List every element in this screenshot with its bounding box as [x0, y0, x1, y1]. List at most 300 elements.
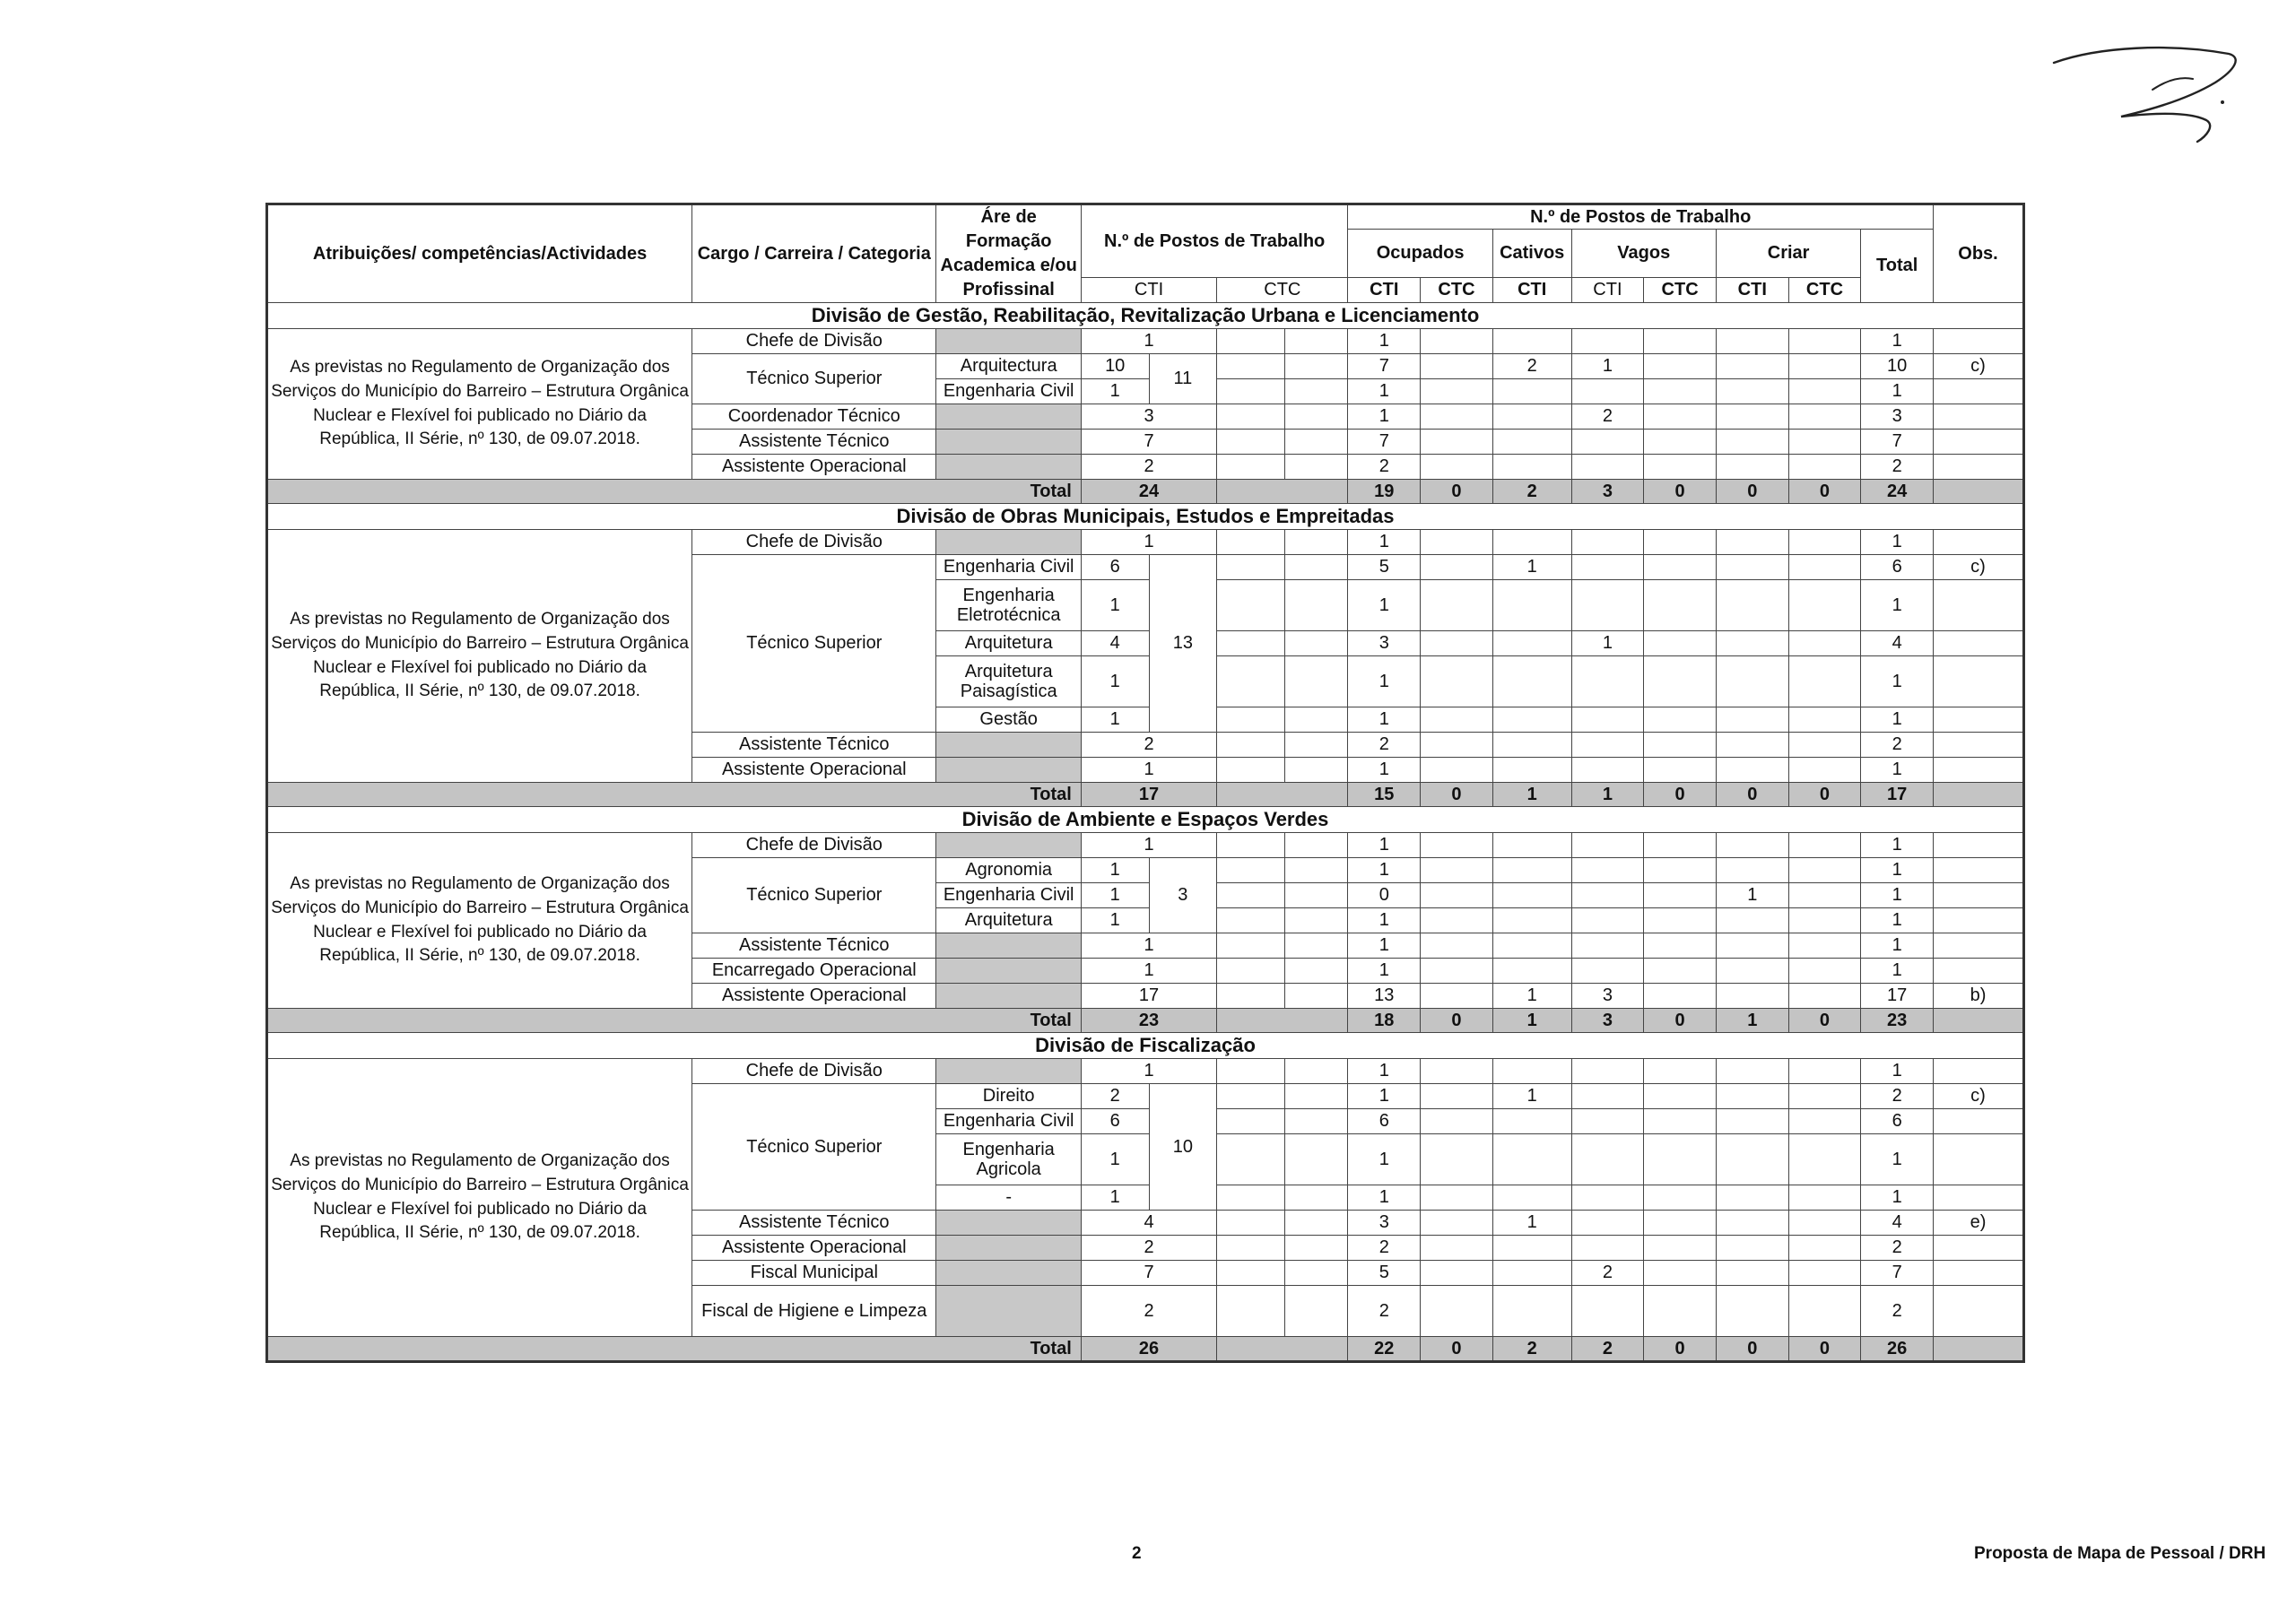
total-vag-ctc: 0	[1644, 1337, 1717, 1362]
cargo-cell: Assistente Operacional	[692, 984, 936, 1009]
np-ctc-cell	[1284, 530, 1348, 555]
np-cti-cell: 1	[1081, 329, 1216, 354]
total-cell: 1	[1861, 530, 1934, 555]
total-vag-cti: 3	[1571, 480, 1644, 504]
cativos-cti-cell	[1492, 883, 1571, 908]
ocupados-ctc-cell	[1421, 455, 1493, 480]
criar-cti-cell	[1716, 631, 1788, 656]
vagos-ctc-cell	[1644, 833, 1717, 858]
vagos-ctc-cell	[1644, 733, 1717, 758]
header-vag-cti: CTI	[1571, 278, 1644, 303]
cargo-cell: Assistente Operacional	[692, 758, 936, 783]
criar-cti-cell	[1716, 1109, 1788, 1134]
ocupados-ctc-cell	[1421, 1059, 1493, 1084]
header-oc-ctc: CTC	[1421, 278, 1493, 303]
document-reference: Proposta de Mapa de Pessoal / DRH	[1974, 1544, 2266, 1563]
ocupados-ctc-cell	[1421, 379, 1493, 404]
cativos-cti-cell	[1492, 833, 1571, 858]
total-cell: 1	[1861, 580, 1934, 631]
vagos-ctc-cell	[1644, 1185, 1717, 1211]
total-oc-ctc: 0	[1421, 480, 1493, 504]
ocupados-cti-cell: 5	[1348, 555, 1421, 580]
obs-cell	[1934, 1236, 2024, 1261]
vagos-cti-cell	[1571, 858, 1644, 883]
vagos-cti-cell	[1571, 329, 1644, 354]
header-cri-cti: CTI	[1716, 278, 1788, 303]
cargo-cell: Assistente Técnico	[692, 733, 936, 758]
cativos-cti-cell	[1492, 455, 1571, 480]
total-cri-cti: 0	[1716, 1337, 1788, 1362]
total-np-ctc	[1217, 480, 1348, 504]
total-cri-ctc: 0	[1788, 1337, 1861, 1362]
cativos-cti-cell	[1492, 430, 1571, 455]
ocupados-ctc-cell	[1421, 1286, 1493, 1337]
header-attr: Atribuições/ competências/Actividades	[267, 204, 692, 303]
obs-cell	[1934, 1185, 2024, 1211]
np-ctc-cell	[1217, 1211, 1285, 1236]
np-ctc-cell	[1284, 758, 1348, 783]
vagos-ctc-cell	[1644, 933, 1717, 959]
vagos-ctc-cell	[1644, 908, 1717, 933]
np-ctc-cell	[1217, 379, 1285, 404]
vagos-cti-cell	[1571, 1134, 1644, 1185]
criar-ctc-cell	[1788, 733, 1861, 758]
total-cri-cti: 1	[1716, 1009, 1788, 1033]
header-cri-ctc: CTC	[1788, 278, 1861, 303]
criar-ctc-cell	[1788, 631, 1861, 656]
cativos-cti-cell	[1492, 379, 1571, 404]
ocupados-cti-cell: 1	[1348, 379, 1421, 404]
vagos-ctc-cell	[1644, 530, 1717, 555]
handwritten-signature	[2045, 27, 2251, 152]
criar-cti-cell	[1716, 1185, 1788, 1211]
np-ctc-cell	[1217, 733, 1285, 758]
total-cat: 1	[1492, 783, 1571, 807]
header-area: Áre de Formação Academica e/ou Profissinal	[936, 204, 1081, 303]
total-cell: 6	[1861, 555, 1934, 580]
header-cargo: Cargo / Carreira / Categoria	[692, 204, 936, 303]
division-title-row	[267, 504, 2024, 530]
np-ctc-cell	[1217, 455, 1285, 480]
vagos-cti-cell	[1571, 1211, 1644, 1236]
vagos-cti-cell	[1571, 959, 1644, 984]
area-cell	[936, 404, 1081, 430]
total-vag-cti: 2	[1571, 1337, 1644, 1362]
area-cell: Engenharia Civil	[936, 1109, 1081, 1134]
vagos-cti-cell	[1571, 908, 1644, 933]
vagos-ctc-cell	[1644, 580, 1717, 631]
np-ctc-cell	[1217, 858, 1285, 883]
total-vag-ctc: 0	[1644, 783, 1717, 807]
area-cell	[936, 430, 1081, 455]
total-cat: 2	[1492, 1337, 1571, 1362]
criar-cti-cell	[1716, 1211, 1788, 1236]
cativos-cti-cell	[1492, 1059, 1571, 1084]
criar-cti-cell	[1716, 908, 1788, 933]
criar-cti-cell	[1716, 833, 1788, 858]
criar-cti-cell	[1716, 959, 1788, 984]
total-obs	[1934, 783, 2024, 807]
ocupados-cti-cell: 1	[1348, 580, 1421, 631]
criar-ctc-cell	[1788, 379, 1861, 404]
np-ctc-cell	[1217, 555, 1285, 580]
np-cti-cell: 10	[1081, 354, 1149, 379]
ocupados-ctc-cell	[1421, 404, 1493, 430]
total-cell: 4	[1861, 1211, 1934, 1236]
total-cat: 1	[1492, 1009, 1571, 1033]
ocupados-cti-cell: 2	[1348, 733, 1421, 758]
obs-cell: c)	[1934, 1084, 2024, 1109]
criar-cti-cell	[1716, 1261, 1788, 1286]
obs-cell	[1934, 733, 2024, 758]
obs-cell	[1934, 455, 2024, 480]
header-np-ctc: CTC	[1217, 278, 1348, 303]
np-ctc-cell	[1284, 1261, 1348, 1286]
ocupados-ctc-cell	[1421, 631, 1493, 656]
ocupados-cti-cell: 2	[1348, 1236, 1421, 1261]
criar-ctc-cell	[1788, 883, 1861, 908]
header-cat-cti: CTI	[1492, 278, 1571, 303]
cativos-cti-cell	[1492, 530, 1571, 555]
total-oc-ctc: 0	[1421, 1009, 1493, 1033]
area-cell	[936, 959, 1081, 984]
criar-cti-cell: 1	[1716, 883, 1788, 908]
criar-ctc-cell	[1788, 1286, 1861, 1337]
np-ctc-cell	[1284, 1286, 1348, 1337]
area-cell	[936, 1059, 1081, 1084]
np-ctc-cell	[1217, 404, 1285, 430]
cargo-cell: Assistente Técnico	[692, 1211, 936, 1236]
total-cell: 1	[1861, 707, 1934, 733]
np-ctc-cell	[1284, 908, 1348, 933]
np-cti-cell: 6	[1081, 555, 1149, 580]
ocupados-cti-cell: 1	[1348, 833, 1421, 858]
division-total-row	[267, 1009, 2024, 1033]
total-cell: 2	[1861, 733, 1934, 758]
area-cell: Engenharia Agricola	[936, 1134, 1081, 1185]
division-title-row	[267, 1033, 2024, 1059]
ocupados-ctc-cell	[1421, 580, 1493, 631]
cativos-cti-cell: 1	[1492, 984, 1571, 1009]
np-cti-cell: 6	[1081, 1109, 1149, 1134]
np-cti-cell: 1	[1081, 1185, 1149, 1211]
total-vag-ctc: 0	[1644, 480, 1717, 504]
header-obs: Obs.	[1934, 204, 2024, 303]
np-ctc-cell	[1217, 354, 1285, 379]
area-cell: Arquitetura	[936, 631, 1081, 656]
criar-ctc-cell	[1788, 984, 1861, 1009]
ocupados-cti-cell: 1	[1348, 908, 1421, 933]
np-cti-cell: 2	[1081, 1084, 1149, 1109]
obs-cell	[1934, 1059, 2024, 1084]
vagos-cti-cell	[1571, 758, 1644, 783]
total-cell: 10	[1861, 354, 1934, 379]
ocupados-cti-cell: 3	[1348, 1211, 1421, 1236]
ocupados-ctc-cell	[1421, 908, 1493, 933]
obs-cell	[1934, 430, 2024, 455]
total-cri-ctc: 0	[1788, 480, 1861, 504]
vagos-ctc-cell	[1644, 1134, 1717, 1185]
ocupados-ctc-cell	[1421, 1084, 1493, 1109]
ocupados-cti-cell: 1	[1348, 530, 1421, 555]
header-vag-ctc: CTC	[1644, 278, 1717, 303]
area-cell	[936, 733, 1081, 758]
ocupados-cti-cell: 1	[1348, 404, 1421, 430]
cargo-cell: Chefe de Divisão	[692, 833, 936, 858]
vagos-cti-cell: 1	[1571, 354, 1644, 379]
vagos-cti-cell: 3	[1571, 984, 1644, 1009]
criar-ctc-cell	[1788, 833, 1861, 858]
total-cell: 17	[1861, 984, 1934, 1009]
total-cell: 7	[1861, 1261, 1934, 1286]
np-ctc-cell	[1284, 1084, 1348, 1109]
total-cell: 1	[1861, 908, 1934, 933]
obs-cell	[1934, 530, 2024, 555]
cargo-cell: Fiscal Municipal	[692, 1261, 936, 1286]
np-cti-cell: 2	[1081, 1286, 1216, 1337]
np-ctc-cell	[1284, 379, 1348, 404]
total-np-ctc	[1217, 1337, 1348, 1362]
vagos-cti-cell	[1571, 883, 1644, 908]
ocupados-ctc-cell	[1421, 883, 1493, 908]
area-cell: -	[936, 1185, 1081, 1211]
total-cell: 2	[1861, 1286, 1934, 1337]
criar-ctc-cell	[1788, 1185, 1861, 1211]
np-ctc-cell	[1217, 933, 1285, 959]
criar-cti-cell	[1716, 329, 1788, 354]
cativos-cti-cell	[1492, 656, 1571, 707]
total-tot: 26	[1861, 1337, 1934, 1362]
table-row	[267, 530, 2024, 555]
criar-cti-cell	[1716, 1236, 1788, 1261]
np-cti-cell: 1	[1081, 833, 1216, 858]
np-ctc-cell	[1217, 908, 1285, 933]
total-label: Total	[267, 1337, 1082, 1362]
cativos-cti-cell	[1492, 858, 1571, 883]
total-cell: 4	[1861, 631, 1934, 656]
np-ctc-cell	[1217, 430, 1285, 455]
np-ctc-cell	[1217, 758, 1285, 783]
total-cell: 1	[1861, 1185, 1934, 1211]
np-ctc-cell	[1217, 1236, 1285, 1261]
np-ctc-cell	[1284, 733, 1348, 758]
ocupados-cti-cell: 6	[1348, 1109, 1421, 1134]
np-cti-cell: 1	[1081, 758, 1216, 783]
total-cell: 3	[1861, 404, 1934, 430]
np-cti-cell: 1	[1081, 883, 1149, 908]
total-cell: 1	[1861, 959, 1934, 984]
total-cell: 1	[1861, 858, 1934, 883]
np-ctc-cell	[1217, 1084, 1285, 1109]
total-np-ctc	[1217, 1009, 1348, 1033]
ocupados-cti-cell: 0	[1348, 883, 1421, 908]
total-cell: 1	[1861, 833, 1934, 858]
ocupados-cti-cell: 7	[1348, 430, 1421, 455]
np-cti-cell: 1	[1081, 1134, 1149, 1185]
total-vag-ctc: 0	[1644, 1009, 1717, 1033]
staff-map-table-wrap	[265, 203, 2025, 1363]
total-cell: 2	[1861, 1084, 1934, 1109]
vagos-cti-cell	[1571, 1236, 1644, 1261]
vagos-cti-cell	[1571, 580, 1644, 631]
np-ctc-cell	[1284, 1185, 1348, 1211]
area-cell: Agronomia	[936, 858, 1081, 883]
vagos-cti-cell	[1571, 530, 1644, 555]
vagos-ctc-cell	[1644, 404, 1717, 430]
np-cti-cell: 2	[1081, 455, 1216, 480]
vagos-cti-cell	[1571, 833, 1644, 858]
ocupados-cti-cell: 1	[1348, 1059, 1421, 1084]
total-cell: 2	[1861, 1236, 1934, 1261]
np-cti-cell: 1	[1081, 959, 1216, 984]
vagos-ctc-cell	[1644, 656, 1717, 707]
vagos-cti-cell	[1571, 1059, 1644, 1084]
total-oc-cti: 15	[1348, 783, 1421, 807]
np-ctc-cell	[1217, 1286, 1285, 1337]
np-ctc-cell	[1217, 1109, 1285, 1134]
np-cti-cell: 7	[1081, 430, 1216, 455]
total-tot: 24	[1861, 480, 1934, 504]
np-cti-cell: 1	[1081, 379, 1149, 404]
cativos-cti-cell	[1492, 1286, 1571, 1337]
vagos-ctc-cell	[1644, 858, 1717, 883]
total-label: Total	[267, 783, 1082, 807]
criar-ctc-cell	[1788, 580, 1861, 631]
total-cell: 1	[1861, 933, 1934, 959]
ocupados-ctc-cell	[1421, 329, 1493, 354]
ocupados-cti-cell: 1	[1348, 1134, 1421, 1185]
obs-cell	[1934, 379, 2024, 404]
cargo-cell: Técnico Superior	[692, 354, 936, 404]
np-ctc-cell	[1284, 1211, 1348, 1236]
criar-cti-cell	[1716, 858, 1788, 883]
division-title: Divisão de Ambiente e Espaços Verdes	[267, 807, 2024, 833]
total-cell: 1	[1861, 379, 1934, 404]
cativos-cti-cell	[1492, 908, 1571, 933]
total-np-cti: 24	[1081, 480, 1216, 504]
criar-ctc-cell	[1788, 1261, 1861, 1286]
total-cri-cti: 0	[1716, 783, 1788, 807]
total-cell: 1	[1861, 758, 1934, 783]
obs-cell: c)	[1934, 354, 2024, 379]
cargo-cell: Assistente Técnico	[692, 430, 936, 455]
vagos-cti-cell	[1571, 1185, 1644, 1211]
np-ctc-cell	[1217, 580, 1285, 631]
np-ctc-cell	[1284, 455, 1348, 480]
np-ctc-cell	[1284, 883, 1348, 908]
np-ctc-cell	[1284, 555, 1348, 580]
np-ctc-cell	[1284, 354, 1348, 379]
ocupados-cti-cell: 1	[1348, 1185, 1421, 1211]
total-vag-cti: 3	[1571, 1009, 1644, 1033]
header-vagos: Vagos	[1571, 230, 1716, 278]
ocupados-cti-cell: 1	[1348, 329, 1421, 354]
area-cell	[936, 933, 1081, 959]
np-ctc-cell	[1284, 1109, 1348, 1134]
criar-cti-cell	[1716, 354, 1788, 379]
np-ctc-cell	[1217, 1185, 1285, 1211]
total-cri-cti: 0	[1716, 480, 1788, 504]
header-np-cti: CTI	[1081, 278, 1216, 303]
header-ocupados: Ocupados	[1348, 230, 1492, 278]
obs-cell	[1934, 656, 2024, 707]
np-ctc-cell	[1217, 984, 1285, 1009]
ocupados-cti-cell: 1	[1348, 707, 1421, 733]
np-group-cell: 10	[1149, 1084, 1217, 1211]
staff-map-table	[265, 203, 2025, 1363]
header-total: Total	[1861, 230, 1934, 303]
np-ctc-cell	[1217, 883, 1285, 908]
vagos-ctc-cell	[1644, 959, 1717, 984]
np-ctc-cell	[1284, 1059, 1348, 1084]
ocupados-ctc-cell	[1421, 758, 1493, 783]
cargo-cell: Chefe de Divisão	[692, 530, 936, 555]
obs-cell	[1934, 758, 2024, 783]
criar-ctc-cell	[1788, 656, 1861, 707]
criar-ctc-cell	[1788, 908, 1861, 933]
np-ctc-cell	[1284, 984, 1348, 1009]
np-ctc-cell	[1217, 1261, 1285, 1286]
total-oc-cti: 18	[1348, 1009, 1421, 1033]
division-total-row	[267, 783, 2024, 807]
obs-cell	[1934, 1261, 2024, 1286]
area-cell: Engenharia Civil	[936, 379, 1081, 404]
total-obs	[1934, 1337, 2024, 1362]
vagos-ctc-cell	[1644, 1236, 1717, 1261]
vagos-cti-cell	[1571, 430, 1644, 455]
ocupados-ctc-cell	[1421, 1134, 1493, 1185]
total-np-ctc	[1217, 783, 1348, 807]
total-np-cti: 23	[1081, 1009, 1216, 1033]
np-ctc-cell	[1217, 707, 1285, 733]
area-cell	[936, 455, 1081, 480]
np-ctc-cell	[1217, 631, 1285, 656]
area-cell: Arquitectura	[936, 354, 1081, 379]
obs-cell	[1934, 858, 2024, 883]
vagos-ctc-cell	[1644, 1261, 1717, 1286]
area-cell	[936, 1286, 1081, 1337]
ocupados-cti-cell: 1	[1348, 1084, 1421, 1109]
ocupados-cti-cell: 7	[1348, 354, 1421, 379]
np-ctc-cell	[1217, 656, 1285, 707]
obs-cell	[1934, 1134, 2024, 1185]
vagos-ctc-cell	[1644, 354, 1717, 379]
np-cti-cell: 1	[1081, 933, 1216, 959]
total-cell: 1	[1861, 883, 1934, 908]
ocupados-cti-cell: 1	[1348, 959, 1421, 984]
division-title-row	[267, 303, 2024, 329]
criar-cti-cell	[1716, 404, 1788, 430]
obs-cell	[1934, 1286, 2024, 1337]
np-ctc-cell	[1284, 329, 1348, 354]
criar-ctc-cell	[1788, 1211, 1861, 1236]
attributions-cell: As previstas no Regulamento de Organização dos Serviços do Município do Barreiro – Estrutura Orgânica Nuclear e Flexível foi publicado no Diário da República, II Série, nº 130, de 09.07.2018.	[267, 1059, 692, 1337]
ocupados-ctc-cell	[1421, 1261, 1493, 1286]
ocupados-cti-cell: 5	[1348, 1261, 1421, 1286]
total-cell: 2	[1861, 455, 1934, 480]
area-cell	[936, 329, 1081, 354]
criar-cti-cell	[1716, 933, 1788, 959]
area-cell	[936, 1211, 1081, 1236]
ocupados-ctc-cell	[1421, 530, 1493, 555]
ocupados-ctc-cell	[1421, 984, 1493, 1009]
area-cell: Engenharia Civil	[936, 883, 1081, 908]
vagos-cti-cell: 2	[1571, 404, 1644, 430]
ocupados-ctc-cell	[1421, 555, 1493, 580]
ocupados-cti-cell: 1	[1348, 858, 1421, 883]
obs-cell	[1934, 1109, 2024, 1134]
total-obs	[1934, 1009, 2024, 1033]
